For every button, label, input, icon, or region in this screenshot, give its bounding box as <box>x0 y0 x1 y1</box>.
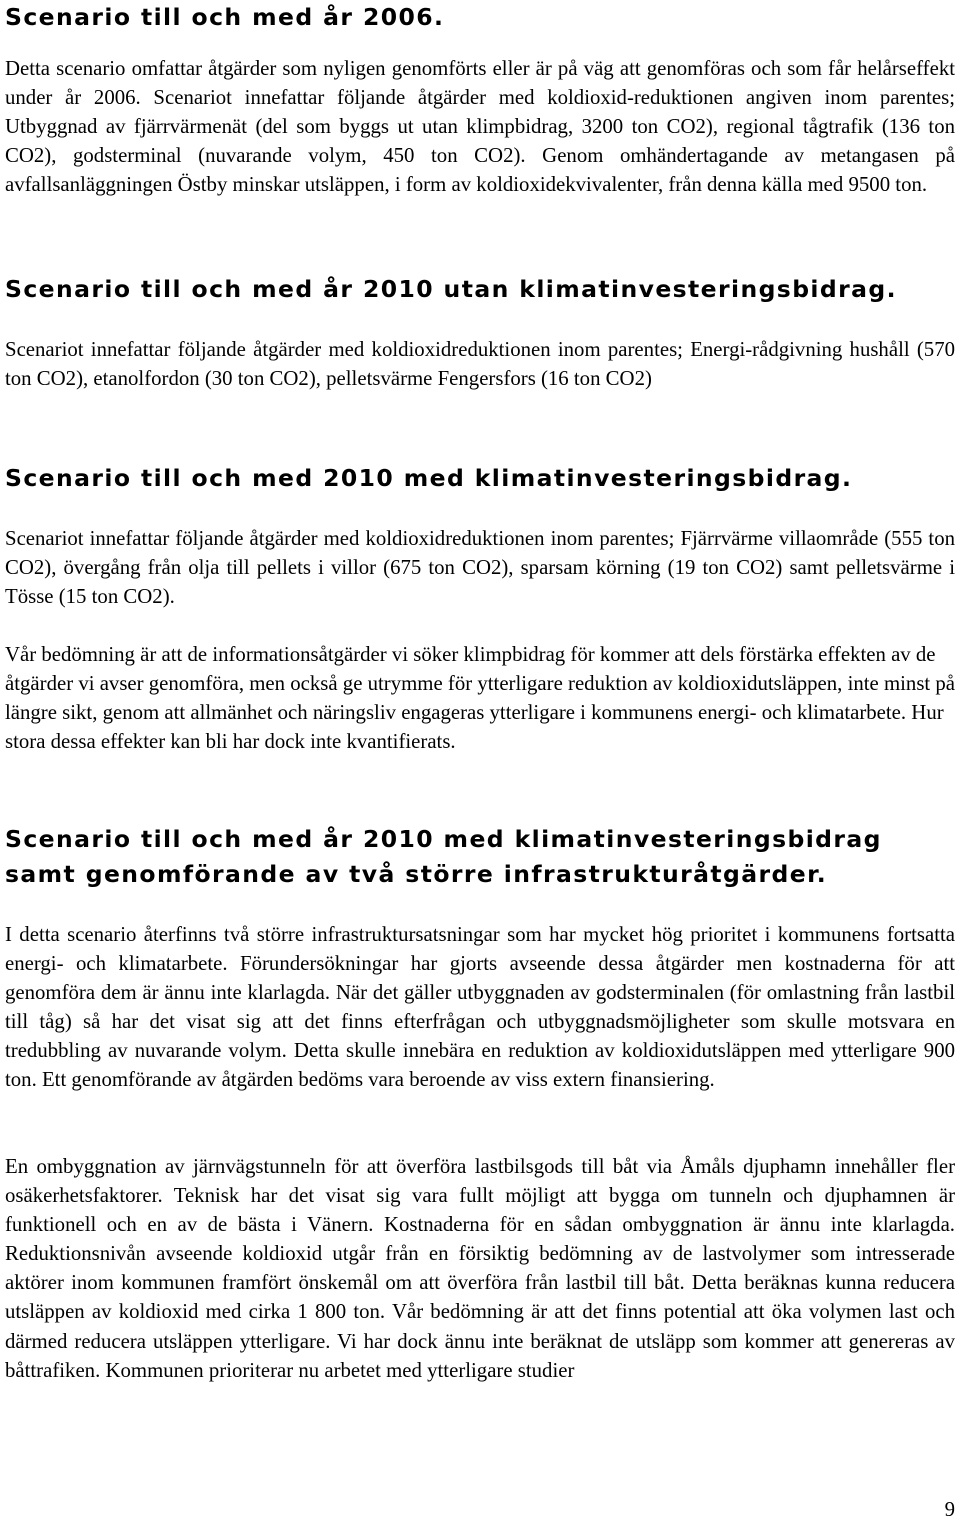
section-heading-2006: Scenario till och med år 2006. <box>5 3 445 31</box>
page-number: 9 <box>944 1498 955 1521</box>
paragraph-infrastructure-godsterminal: I detta scenario återfinns två större infrastruktursatsningar som har mycket hög prioritet i kommunens fortsatta energi- och klimatarbete. Förundersökningar har gjorts avseende dessa åtgärder men kostnaderna för att genomföra dem är ännu inte klarlagda. När det gäller utbyggnaden av godsterminalen (för omlastning från lastbil till tåg) så har det visat sig att det finns efterfrågan och utbyggnadsmöjligheter som skulle motsvara en tredubbling av nuvarande volym. Detta skulle innebära en reduktion av koldioxidutsläppen med ytterligare 900 ton. Ett genomförande av åtgärden bedöms vara beroende av viss extern finansiering. <box>5 923 955 1092</box>
paragraph-scenario-2010-with-grant: Scenariot innefattar följande åtgärder med koldioxidreduktionen inom parentes; Fjärrvärme villaområde (555 ton CO2), övergång från olja till pellets i villor (675 ton CO2), sparsam körning (19 ton CO2) samt pelletsvärme i Tösse (15 ton CO2). <box>5 527 955 609</box>
section-heading-2010-without-grant: Scenario till och med år 2010 utan klimatinvesteringsbidrag. <box>5 275 897 303</box>
paragraph-scenario-2010-without-grant: Scenariot innefattar följande åtgärder med koldioxidreduktionen inom parentes; Energi-rådgivning hushåll (570 ton CO2), etanolfordon (30 ton CO2), pelletsvärme Fengersfors (16 ton CO2) <box>5 338 955 391</box>
paragraph-infrastructure-tunnel: En ombyggnation av järnvägstunneln för att överföra lastbilsgods till båt via Åmåls djuphamn innehåller fler osäkerhetsfaktorer. Teknisk har det visat sig vara fullt möjligt att bygga om tunneln och djuphamnen är funktionell och en av de bästa i Vänern. Kostnaderna för en sådan ombyggnation är ännu inte klarlagda. Reduktionsnivån avseende koldioxid utgår från en försiktig bedömning av de lastvolymer som intresserade aktörer inom kommunen framfört önskemål om att överföra från lastbil till båt. Detta beräknas kunna reducera utsläppen av koldioxid med cirka 1 800 ton. Vår bedömning är att det finns potential att öka volymen last och därmed reducera utsläppen ytterligare. Vi har dock ännu inte beräknat de utsläpp som kommer att genereras av båttrafiken. Kommunen prioriterar nu arbetet med ytterligare studier <box>5 1155 955 1382</box>
section-heading-infrastructure: Scenario till och med år 2010 med klimatinvesteringsbidrag samt genomförande av två större infrastrukturåtgärder. <box>5 825 882 888</box>
paragraph-scenario-2006: Detta scenario omfattar åtgärder som nyligen genomförts eller är på väg att genomföras och som får helårseffekt under år 2006. Scenariot innefattar följande åtgärder med koldioxid-reduktionen angiven inom parentes; Utbyggnad av fjärrvärmenät (del som byggs ut utan klimpbidrag, 3200 ton CO2), regional tågtrafik (136 ton CO2), godsterminal (nuvarande volym, 450 ton CO2). Genom omhändertagande av metangasen på avfallsanläggningen Östby minskar utsläppen, i form av koldioxidekvivalenter, från denna källa med 9500 ton. <box>5 57 955 197</box>
paragraph-assessment: Vår bedömning är att de informationsåtgärder vi söker klimpbidrag för kommer att dels förstärka effekten av de åtgärder vi avser genomföra, men också ge utrymme för ytterligare reduktion av koldioxidutsläppen, inte minst på längre sikt, genom att allmänhet och näringsliv engageras ytterligare i kommunens energi- och klimatarbete. Hur stora dessa effekter kan bli har dock inte kvantifierats. <box>5 643 956 754</box>
section-heading-2010-with-grant: Scenario till och med 2010 med klimatinvesteringsbidrag. <box>5 464 853 492</box>
